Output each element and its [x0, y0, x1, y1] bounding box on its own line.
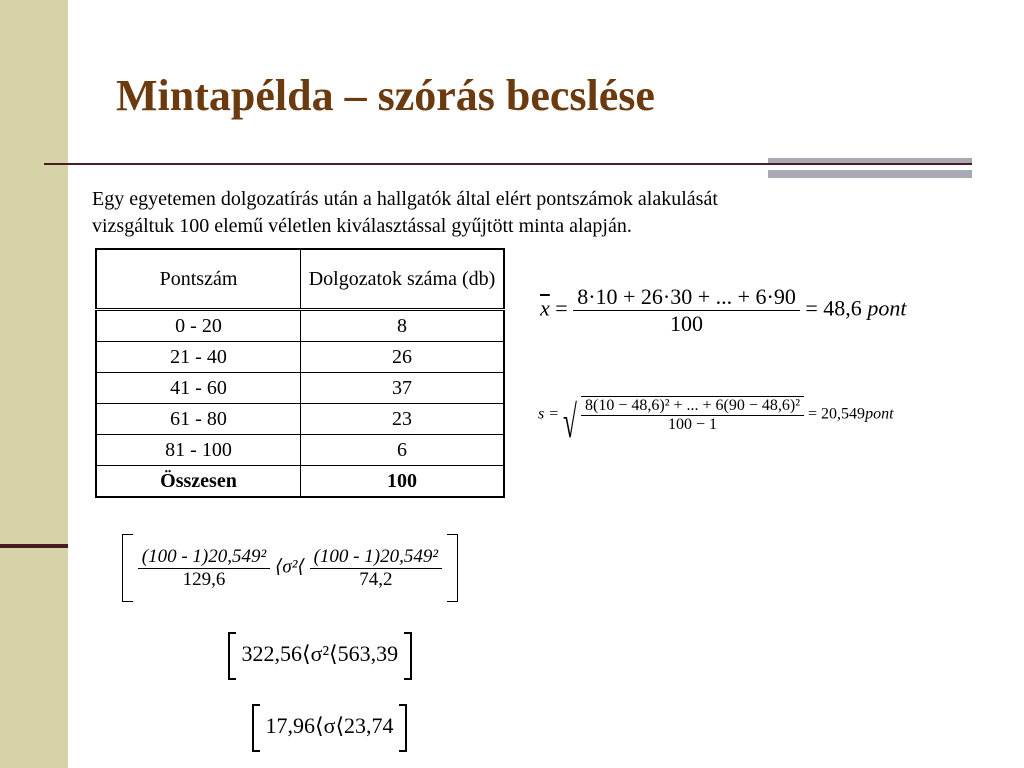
range-cell: 61 - 80 — [96, 404, 301, 435]
std-unit: pont — [865, 405, 894, 423]
intro-line-2: vizsgáltuk 100 elemű véletlen kiválasztással gyűjtött minta alapján. — [92, 215, 632, 237]
std-numerator: 8(10 − 48,6)² + ... + 6(90 − 48,6)² — [585, 397, 801, 414]
right-bracket — [404, 632, 412, 680]
left-bracket — [122, 534, 133, 602]
ci-std-text: 17,96⟨σ⟨23,74 — [265, 713, 394, 739]
count-cell: 26 — [301, 342, 505, 373]
slide-title: Mintapélda – szórás becslése — [116, 71, 655, 120]
table-row — [96, 310, 504, 342]
ci-fraction-formula — [122, 534, 458, 602]
left-bracket — [252, 704, 260, 752]
table-row — [96, 342, 504, 373]
ci-middle: ⟨σ²⟨ — [274, 556, 305, 578]
title-divider — [44, 163, 972, 165]
total-label: Összesen — [96, 466, 301, 498]
count-cell: 8 — [301, 310, 505, 342]
mean-denominator: 100 — [573, 310, 800, 337]
std-formula — [538, 396, 894, 447]
ci-right-fraction — [310, 546, 442, 591]
std-denominator: 100 − 1 — [581, 415, 804, 434]
table-row — [96, 435, 504, 466]
range-cell: 21 - 40 — [96, 342, 301, 373]
total-count: 100 — [301, 466, 505, 498]
intro-line-1: Egy egyetemen dolgozatírás után a hallgatók által elért pontszámok alakulását — [92, 188, 718, 210]
ci-left-fraction — [138, 546, 270, 591]
table-row — [96, 404, 504, 435]
std-result: = 20,549 — [808, 405, 866, 423]
ci-right-denominator: 74,2 — [310, 568, 442, 591]
mean-fraction — [573, 284, 800, 337]
mean-formula: $\overline{x}$ = $\frac{8\cdot 10 + 26\cdot 30 + ... + 6\cdot 90}{100}$ = 48,6 pont — [540, 284, 907, 336]
right-bracket — [447, 534, 458, 602]
std-lhs: s = — [538, 405, 560, 423]
sqrt-symbol: √ — [563, 396, 577, 447]
title-accent-bar-lower — [768, 170, 972, 178]
ci-variance-formula — [228, 632, 412, 680]
std-fraction — [581, 397, 804, 434]
mean-numerator: 8·10 + 26·30 + ... + 6·90 — [577, 284, 796, 309]
table-total-row — [96, 466, 504, 498]
range-cell: 0 - 20 — [96, 310, 301, 342]
left-decor-band — [0, 0, 68, 768]
range-cell: 81 - 100 — [96, 435, 301, 466]
mean-unit: pont — [867, 295, 907, 321]
count-cell: 37 — [301, 373, 505, 404]
frequency-table — [95, 248, 505, 498]
right-bracket — [399, 704, 407, 752]
count-cell: 23 — [301, 404, 505, 435]
ci-right-numerator: (100 - 1)20,549² — [313, 545, 439, 567]
ci-left-numerator: (100 - 1)20,549² — [141, 545, 267, 567]
left-band-divider — [0, 544, 68, 548]
ci-variance-text: 322,56⟨σ²⟨563,39 — [241, 641, 399, 667]
ci-left-denominator: 129,6 — [138, 568, 270, 591]
ci-std-formula — [252, 704, 407, 752]
intro-text — [92, 186, 952, 240]
header-pontszam: Pontszám — [96, 249, 301, 310]
table-row — [96, 373, 504, 404]
mean-result: = 48,6 — [805, 295, 862, 321]
mean-symbol: $\overline{x}$ — [540, 295, 550, 321]
std-sqrt — [563, 396, 804, 447]
header-dolgozatok: Dolgozatok száma (db) — [301, 249, 505, 310]
count-cell: 6 — [301, 435, 505, 466]
range-cell: 41 - 60 — [96, 373, 301, 404]
left-bracket — [228, 632, 236, 680]
